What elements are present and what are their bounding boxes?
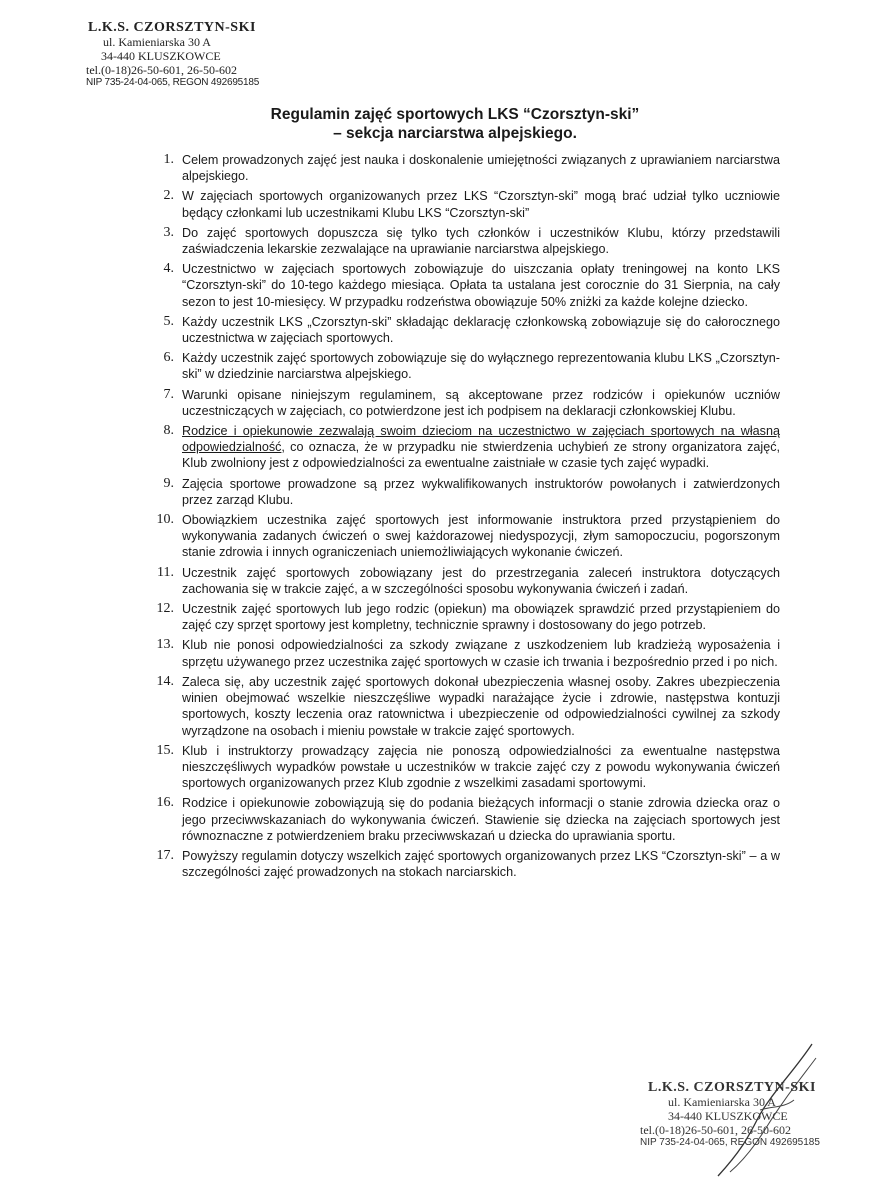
rule-number: 13. [156,637,174,653]
rule-item [140,795,780,844]
rule-number: 14. [156,673,174,689]
rule-item [140,565,780,597]
rule-text: Klub i instruktorzy prowadzący zajęcia nie ponoszą odpowiedzialności za ewentualne następstwa nieszczęśliwych wypadków powstałe u uczestników w trakcie zajęć czy z powodu wykonywania ćwiczeń sportowych organizowanych przez Klub zgodnie z wszelkimi zasadami sportowymi. [182,743,780,791]
rule-number: 17. [156,847,174,863]
rule-underlined-text: Rodzice i opiekunowie zezwalają swoim dzieciom na uczestnictwo w zajęciach sportowych na własną odpowiedzialność [182,424,780,455]
rules-list [140,152,780,884]
rule-item [140,423,780,472]
rule-item [140,476,780,508]
rule-text: Do zajęć sportowych dopuszcza się tylko tych członków i uczestników Klubu, którzy przedstawili zaświadczenia lekarskie zezwalające na uprawianie narciarstwa alpejskiego. [182,225,780,257]
stamp-nip-regon: NIP 735-24-04-065, REGON 492695185 [640,1137,820,1149]
rule-number: 9. [163,475,174,491]
rule-text: Uczestnictwo w zajęciach sportowych zobowiązuje do uiszczania opłaty treningowej na konto LKS “Czorsztyn-ski” do 10-tego każdego miesiąca. Opłata ta ustalana jest corocznie do 31 Sierpnia, na cały sezon to jest 10-miesięcy. W przypadku rodzeństwa obowiązuje 50% zniżki za każde kolejne dziecko. [182,262,780,309]
rule-item [140,637,780,669]
rule-number: 1. [163,152,174,167]
stamp-phone: tel.(0-18)26-50-601, 26-50-602 [86,62,237,77]
rule-item [140,601,780,633]
rule-text [182,423,780,472]
rule-item [140,261,780,310]
rule-number: 4. [163,261,174,277]
stamp-street: ul. Kamieniarska 30 A [668,1095,776,1110]
stamp-nip-regon: NIP 735-24-04-065, REGON 492695185 [86,77,260,89]
rule-text: Uczestnik zajęć sportowych zobowiązany jest do przestrzegania zaleceń instruktora dotyczących zachowania się w trakcie zajęć, a w szczególności sposobu wykonywania ćwiczeń i zadań. [182,565,780,596]
stamp-club-name: L.K.S. CZORSZTYN-SKI [88,20,256,35]
rule-text: Uczestnik zajęć sportowych lub jego rodzic (opiekun) ma obowiązek sprawdzić przed przystąpieniem do zajęć czy sprzęt sportowy jest kompletny, technicznie sprawny i dostosowany do jego potrzeb. [182,602,780,633]
rule-number: 10. [156,512,174,528]
rule-text: W zajęciach sportowych organizowanych przez LKS “Czorsztyn-ski” mogą brać udział tylko uczniowie będący członkami lub uczestnikami Klubu LKS “Czorsztyn-ski” [182,189,780,220]
footer-stamp [640,1080,840,1149]
rule-text: Rodzice i opiekunowie zobowiązują się do podania bieżących informacji o stanie zdrowia dziecka oraz o jego przeciwwskazaniach do wykonywania ćwiczeń. Stawienie się dziecka na zajęciach sportowych jest równoznaczne z potwierdzeniem braku przeciwwskazań u dziecka do uprawiania sportu. [182,796,780,843]
document-title [160,105,750,143]
title-line-1: Regulamin zajęć sportowych LKS “Czorsztyn-ski” [270,106,640,123]
rule-item [140,152,780,184]
rule-number: 2. [163,188,174,204]
rule-number: 6. [163,350,174,366]
rule-item [140,387,780,419]
rule-number: 7. [163,386,174,402]
rule-item [140,188,780,220]
rule-number: 3. [163,224,174,240]
rule-item [140,225,780,257]
rule-number: 15. [156,742,174,758]
rule-text: Zaleca się, aby uczestnik zajęć sportowych dokonał ubezpieczenia własnej osoby. Zakres ubezpieczenia winien obejmować wszelkie nieszczęśliwe wypadki narażające życie i zdrowie, następstwa kontuzji sportowych, koszty leczenia oraz ratownictwa i ubezpieczenie od odpowiedzialności cywilnej za szkody wyrządzone na osobach i mieniu powstałe w trakcie zajęć sportowych. [182,674,780,738]
rule-item [140,314,780,346]
stamp-phone: tel.(0-18)26-50-601, 26-50-602 [640,1122,791,1137]
stamp-city: 34-440 KLUSZKOWCE [101,48,221,63]
rule-text: Celem prowadzonych zajęć jest nauka i doskonalenie umiejętności związanych z uprawianiem narciarstwa alpejskiego. [182,153,780,184]
rule-number: 12. [156,601,174,617]
rule-text: Każdy uczestnik LKS „Czorsztyn-ski” składając deklarację członkowską zobowiązuje się do całorocznego uczestnictwa w zajęciach sportowych. [182,314,780,346]
stamp-street: ul. Kamieniarska 30 A [103,35,211,50]
rule-number: 11. [157,564,174,580]
rule-item [140,350,780,382]
rule-item [140,674,780,739]
rule-item [140,848,780,880]
rule-text: Klub nie ponosi odpowiedzialności za szkody związane z uszkodzeniem lub kradzieżą wyposażenia i sprzętu używanego przez uczestnika zajęć sportowych w czasie ich trwania i bezpośrednio przed i po nich. [182,638,780,669]
rule-item [140,743,780,792]
rule-item [140,512,780,561]
rule-text-rest: , co oznacza, że w przypadku nie stwierdzenia uchybień ze strony organizatora zajęć, Klub zwolniony jest z odpowiedzialności za ewentualne zaistniałe w czasie tych zajęć wypadki. [182,440,780,471]
rule-number: 8. [163,423,174,439]
rule-number: 16. [156,795,174,811]
rule-text: Zajęcia sportowe prowadzone są przez wykwalifikowanych instruktorów powołanych i zatwierdzonych przez zarząd Klubu. [182,476,780,507]
rule-text: Każdy uczestnik zajęć sportowych zobowiązuje się do wyłącznego reprezentowania klubu LKS „Czorsztyn-ski” w dziedzinie narciarstwa alpejskiego. [182,351,780,382]
letterhead-stamp [86,20,286,89]
stamp-club-name: L.K.S. CZORSZTYN-SKI [648,1080,816,1095]
stamp-city: 34-440 KLUSZKOWCE [668,1108,788,1123]
title-line-2: – sekcja narciarstwa alpejskiego. [333,125,577,142]
rule-number: 5. [163,313,174,329]
rule-text: Powyższy regulamin dotyczy wszelkich zajęć sportowych organizowanych przez LKS “Czorsztyn-ski” – a w szczególności zajęć prowadzonych na stokach narciarskich. [182,848,780,880]
rule-text: Obowiązkiem uczestnika zajęć sportowych jest informowanie instruktora przed przystąpieniem do wykonywania zadanych ćwiczeń o swej każdorazowej niedyspozycji, złym samopoczuciu, pogorszonym stanie zdrowia i innych ograniczeniach uniemożliwiających wykonanie ćwiczeń. [182,513,780,560]
rule-text: Warunki opisane niniejszym regulaminem, są akceptowane przez rodziców i opiekunów uczniów uczestniczących w zajęciach, co potwierdzone jest ich podpisem na deklaracji członkowskiej Klubu. [182,387,780,418]
